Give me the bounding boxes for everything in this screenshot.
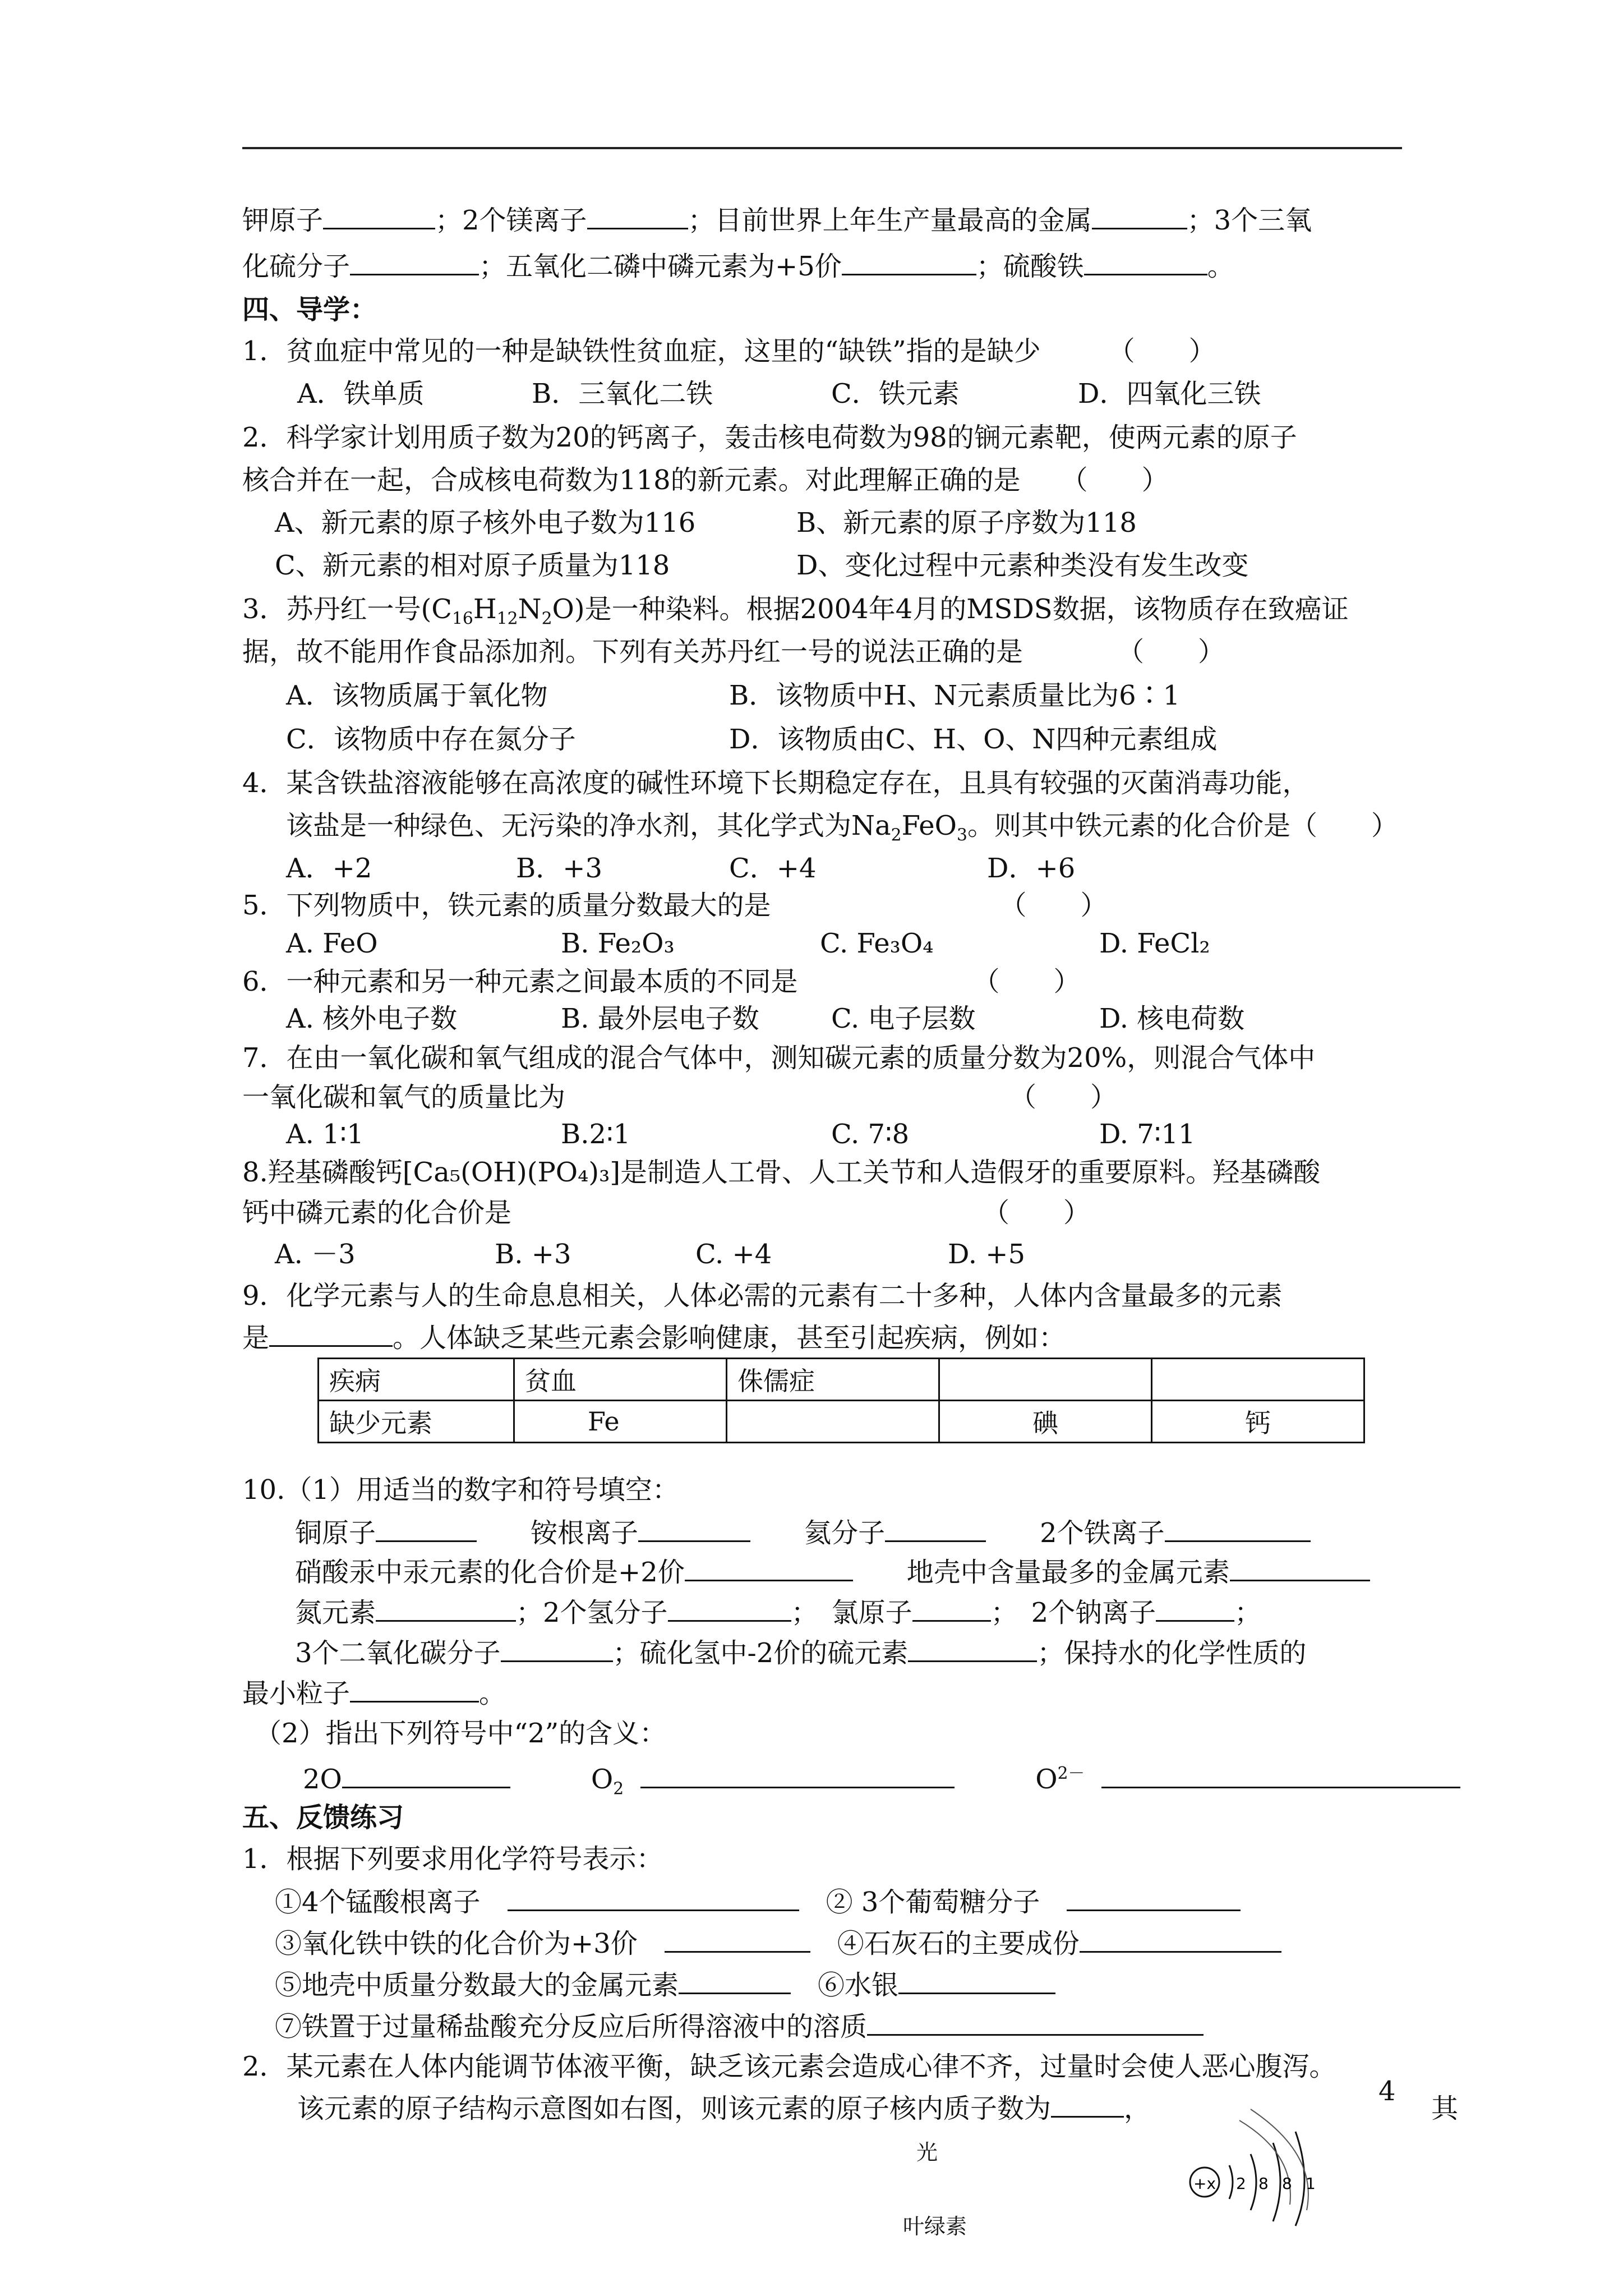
page-number: 4 [1378, 2076, 1396, 2107]
table-cell [727, 1401, 939, 1443]
question-4: 4．某含铁盐溶液能够在高浓度的碱性环境下长期稳定存在，且具有较强的灭菌消毒功能， [242, 767, 1310, 799]
option-c: C. 电子层数 [831, 1003, 976, 1034]
shell-label: 8 [1282, 2174, 1292, 2193]
option-c: C．+4 [729, 853, 817, 884]
question-8: 8.羟基磷酸钙[Ca₅(OH)(PO₄)₃]是制造人工骨、人工关节和人造假牙的重要原料。羟基磷酸 [242, 1157, 1321, 1188]
option-b: B.2∶1 [561, 1119, 631, 1150]
option-c: C. +4 [695, 1239, 772, 1270]
question-2-cont: 核合并在一起，合成核电荷数为118的新元素。对此理解正确的是 （ ） [242, 464, 1169, 496]
fill-line: 3个二氧化碳分子 ；硫化氢中-2价的硫元素 ；保持水的化学性质的 [295, 1635, 1306, 1670]
fill-line: ①4个锰酸根离子 ② 3个葡萄糖分子 [275, 1884, 1241, 1919]
option-b: B. Fe₂O₃ [561, 928, 675, 959]
question-7: 7．在由一氧化碳和氧气组成的混合气体中，测知碳元素的质量分数为20%，则混合气体中 [242, 1042, 1316, 1074]
nucleus-label: +x [1193, 2174, 1216, 2193]
option-d: D. 7∶11 [1099, 1119, 1196, 1150]
shell-label: 2 [1236, 2174, 1246, 2193]
question-10: 10.（1）用适当的数字和符号填空： [242, 1474, 679, 1506]
question-3: 3．苏丹红一号$(C_{16}H_{12}N_2O)$是一种染料。根据2004年4月的MSDS数据，该物质存在致癌证 [242, 593, 1349, 629]
option-a: A. 核外电子数 [286, 1003, 458, 1034]
fill-line: 氮元素 ；2个氢分子 ； 氯原子 ； 2个钠离子 ； [295, 1594, 1261, 1630]
option-d: D、变化过程中元素种类没有发生改变 [796, 550, 1249, 581]
option-a: A. 1∶1 [286, 1119, 364, 1150]
footer-text: 光 [916, 2140, 938, 2165]
table-cell: 贫血 [514, 1359, 727, 1401]
question-5: 5．下列物质中，铁元素的质量分数最大的是 （ ） [242, 890, 1108, 921]
option-c: C. Fe₃O₄ [820, 928, 934, 959]
question-3-cont: 据，故不能用作食品添加剂。下列有关苏丹红一号的说法正确的是 （ ） [242, 636, 1225, 668]
option-a: A、新元素的原子核外电子数为116 [275, 507, 696, 539]
option-b: B．该物质中H、N元素质量比为6∶1 [729, 680, 1181, 711]
shell-label: 1 [1306, 2174, 1316, 2193]
fill-line: 硝酸汞中汞元素的化合价是+2价 地壳中含量最多的金属元素 [295, 1554, 1370, 1589]
fill-line: ③氧化铁中铁的化合价为+3价 ④石灰石的主要成份 [275, 1925, 1281, 1961]
table-row [319, 1359, 1364, 1401]
section-heading: 五、反馈练习 [242, 1802, 404, 1833]
feedback-1: 1．根据下列要求用化学符号表示： [242, 1843, 663, 1875]
shell-label: 8 [1258, 2174, 1269, 2193]
fill-line: 最小粒子 。 [242, 1675, 506, 1710]
question-9: 9．化学元素与人的生命息息相关，人体必需的元素有二十多种，人体内含量最多的元素 [242, 1280, 1283, 1312]
text-line: 化硫分子 ；五氧化二磷中磷元素为+5价 ；硫酸铁 。 [242, 248, 1234, 283]
table-cell: Fe [514, 1401, 727, 1443]
element-table [317, 1358, 1365, 1443]
fill-line: 铜原子 铵根离子 氦分子 2个铁离子 [295, 1515, 1311, 1550]
question-1: 1．贫血症中常见的一种是缺铁性贫血症，这里的“缺铁”指的是缺少 （ ） [242, 335, 1216, 367]
option-d: D．+6 [987, 853, 1076, 884]
option-b: B. 最外层电子数 [561, 1003, 759, 1034]
option-d: D. +5 [948, 1239, 1026, 1270]
option-c: C、新元素的相对原子质量为118 [275, 550, 670, 581]
table-row [319, 1401, 1364, 1443]
option-a: A．铁单质 [297, 378, 425, 409]
fill-line: ⑦铁置于过量稀盐酸充分反应后所得溶液中的溶质 [275, 2008, 1204, 2044]
section-heading: 四、导学： [242, 294, 377, 325]
table-cell: 钙 [1152, 1401, 1364, 1443]
question-7-cont: 一氧化碳和氧气的质量比为 （ ） [242, 1082, 1118, 1113]
table-cell [939, 1359, 1152, 1401]
option-d: D. 核电荷数 [1099, 1003, 1245, 1034]
option-b: B、新元素的原子序数为118 [796, 507, 1137, 539]
option-b: B．三氧化二铁 [532, 378, 713, 409]
option-d: D．该物质由C、H、O、N四种元素组成 [729, 724, 1218, 755]
fill-line: ⑤地壳中质量分数最大的金属元素 ⑥水银 [275, 1967, 1055, 2002]
question-2: 2．科学家计划用质子数为20的钙离子，轰击核电荷数为98的锎元素靶，使两元素的原子 [242, 422, 1297, 453]
question-4-cont: 该盐是一种绿色、无污染的净水剂，其化学式为$Na_2FeO_3$。则其中铁元素的化合价是（ ） [286, 810, 1398, 845]
header-rule [242, 147, 1402, 149]
option-c: C．该物质中存在氮分子 [286, 724, 576, 755]
option-b: B. +3 [495, 1239, 571, 1270]
table-cell: 缺少元素 [319, 1401, 514, 1443]
question-6: 6．一种元素和另一种元素之间最本质的不同是 （ ） [242, 966, 1081, 997]
option-c: C. 7∶8 [831, 1119, 910, 1150]
option-c: C．铁元素 [831, 378, 960, 409]
text-line: 钾原子 ；2个镁离子 ；目前世界上年生产量最高的金属 ；3个三氧 [242, 202, 1312, 237]
option-a: A．+2 [286, 853, 372, 884]
footer-text: 叶绿素 [903, 2214, 967, 2239]
table-cell: 疾病 [319, 1359, 514, 1401]
option-a: A．该物质属于氧化物 [286, 680, 548, 711]
question-10-part2: （2）指出下列符号中“2”的含义： [255, 1718, 667, 1749]
atom-structure-diagram [1178, 2098, 1363, 2227]
option-d: D. FeCl₂ [1099, 928, 1210, 959]
feedback-2-cont: 该元素的原子结构示意图如右图，则该元素的原子核内质子数为 ， 其 [297, 2090, 1458, 2125]
question-9-cont: 是 。人体缺乏某些元素会影响健康，甚至引起疾病，例如： [242, 1319, 1066, 1355]
question-8-cont: 钙中磷元素的化合价是 （ ） [242, 1197, 1091, 1228]
option-b: B．+3 [516, 853, 603, 884]
table-cell: 碘 [939, 1401, 1152, 1443]
feedback-2: 2．某元素在人体内能调节体液平衡，缺乏该元素会造成心律不齐，过量时会使人恶心腹泻。 [242, 2051, 1336, 2082]
table-cell: 侏儒症 [727, 1359, 939, 1401]
option-a: A. －3 [275, 1239, 356, 1270]
table-cell [1152, 1359, 1364, 1401]
option-d: D．四氧化三铁 [1078, 378, 1261, 409]
symbol-line: 2O $O_2$ $O^{2-}$ [303, 1757, 1460, 1806]
option-a: A. FeO [286, 928, 378, 959]
